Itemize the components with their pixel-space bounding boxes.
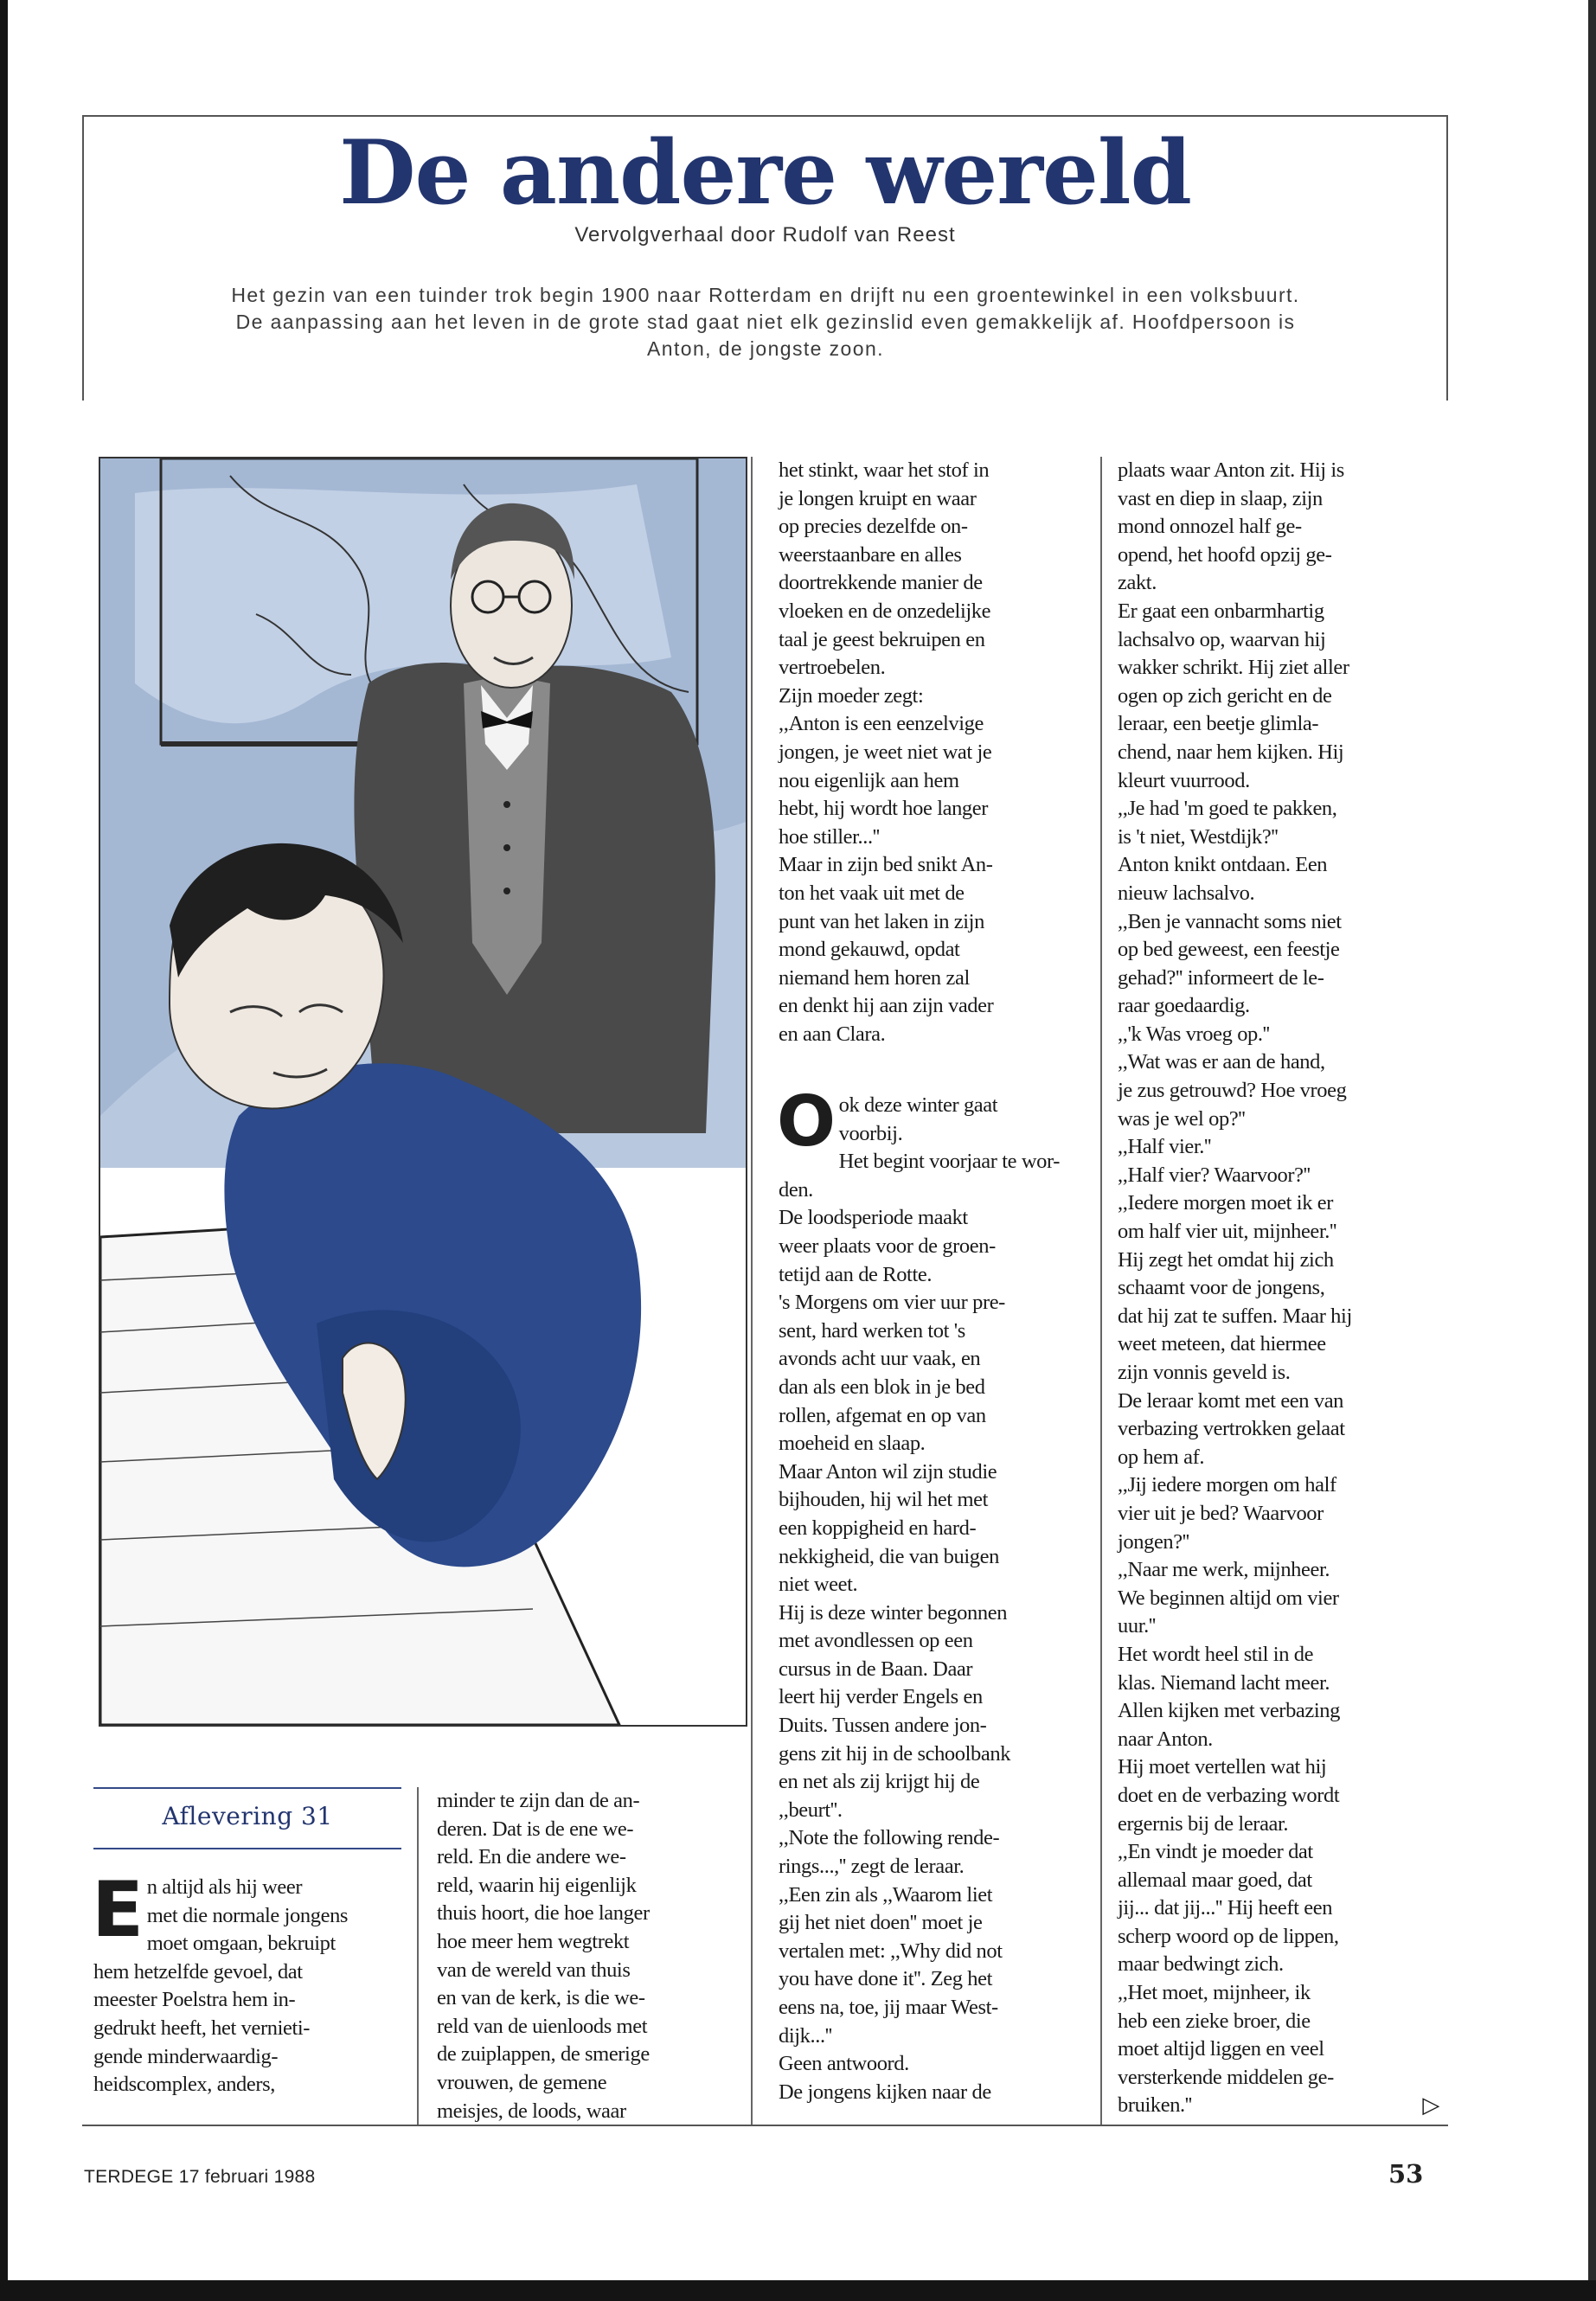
text-line: We beginnen altijd om vier [1118, 1586, 1339, 1610]
text-line: om half vier uit, mijnheer.'' [1118, 1220, 1337, 1244]
text-line: doortrekkende manier de [779, 571, 983, 595]
text-line: versterkende middelen ge- [1118, 2065, 1334, 2089]
text-line: was je wel op?'' [1118, 1106, 1246, 1131]
text-line: wakker schrikt. Hij ziet aller [1118, 656, 1349, 680]
text-line: Er gaat een onbarmhartig [1118, 599, 1324, 623]
scan-edge-right [1588, 0, 1596, 2301]
text-line: tetijd aan de Rotte. [779, 1262, 933, 1286]
text-line: hebt, hij wordt hoe langer [779, 797, 989, 821]
text-line: sent, hard werken tot 's [779, 1318, 965, 1343]
text-line: moet omgaan, bekruipt [146, 1932, 336, 1956]
text-line: weer plaats voor de groen- [779, 1234, 996, 1258]
text-line: voorbij. [838, 1121, 903, 1145]
episode-rule-top [93, 1787, 401, 1789]
text-line: hem hetzelfde gevoel, dat [93, 1959, 303, 1984]
column-rule-1 [417, 1787, 419, 2125]
text-line: den. [779, 1177, 813, 1202]
text-line: ,,En vindt je moeder dat [1118, 1840, 1313, 1864]
text-line: hoe meer hem wegtrekt [437, 1929, 630, 1953]
drop-cap-e: E [92, 1865, 144, 1954]
text-line: zijn vonnis geveld is. [1118, 1361, 1291, 1384]
text-line: en aan Clara. [779, 1022, 886, 1046]
text-line: ,,Je had 'm goed te pakken, [1118, 797, 1337, 821]
text-line: heb een zieke broer, die [1118, 2009, 1311, 2033]
text-line: klas. Niemand lacht meer. [1118, 1670, 1330, 1695]
text-line: weerstaanbare en alles [779, 542, 962, 567]
text-line: taal je geest bekruipen en [779, 627, 985, 651]
episode-label: Aflevering 31 [162, 1802, 333, 1830]
text-line: chend, naar hem kijken. Hij [1118, 740, 1344, 764]
text-line: gij het niet doen'' moet je [779, 1911, 983, 1935]
text-line: 's Morgens om vier uur pre- [779, 1291, 1005, 1315]
text-line: hoe stiller...'' [779, 824, 880, 849]
article-byline: Vervolgverhaal door Rudolf van Reest [574, 223, 956, 247]
text-line: punt van het laken in zijn [779, 909, 984, 933]
scan-edge-bottom [0, 2280, 1596, 2301]
text-line: allemaal maar goed, dat [1118, 1868, 1312, 1892]
text-line: van de wereld van thuis [437, 1958, 631, 1982]
text-column-1 [92, 1865, 401, 2099]
text-line: en denkt hij aan zijn vader [779, 994, 994, 1018]
text-line: gende minderwaardig- [93, 2044, 279, 2068]
text-line: het stinkt, waar het stof in [779, 458, 990, 482]
text-line: moet altijd liggen en veel [1118, 2037, 1324, 2061]
text-line: Allen kijken met verbazing [1118, 1699, 1340, 1723]
text-line: bruiken.'' ▷ [1118, 2093, 1439, 2119]
text-line: ,,Wat was er aan de hand, [1118, 1050, 1325, 1074]
text-line: meisjes, de loods, waar [437, 2099, 626, 2123]
text-line: nekkigheid, die van buigen [779, 1544, 999, 1568]
text-line: doet en de verbazing wordt [1118, 1783, 1340, 1807]
text-line: en net als zij krijgt hij de [779, 1770, 980, 1794]
text-line: opend, het hoofd opzij ge- [1118, 542, 1332, 567]
text-line: vertroebelen. [779, 656, 886, 680]
article-title: De andere wereld [339, 121, 1191, 225]
text-line: ,,Jij iedere morgen om half [1118, 1473, 1336, 1497]
text-line: rings...,'' zegt de leraar. [779, 1855, 965, 1879]
text-line: gehad?'' informeert de le- [1118, 965, 1324, 990]
text-line: scherp woord op de lippen, [1118, 1924, 1339, 1948]
text-line: op precies dezelfde on- [779, 515, 968, 539]
text-line: dijk...'' [779, 2023, 832, 2048]
text-line: Zijn moeder zegt: [779, 683, 924, 708]
drop-cap-o: O [777, 1081, 836, 1162]
text-line: deren. Dat is de ene we- [437, 1817, 634, 1841]
column-rule-2 [751, 457, 753, 2125]
text-line: zakt. [1118, 571, 1157, 595]
text-line: heidscomplex, anders, [93, 2073, 275, 2097]
text-line: ,,Het moet, mijnheer, ik [1118, 1981, 1311, 2005]
text-line: je zus getrouwd? Hoe vroeg [1118, 1079, 1347, 1103]
text-line: dan als een blok in je bed [779, 1375, 985, 1399]
text-line: ogen op zich gericht en de [1118, 683, 1332, 708]
text-line: ,,Een zin als ,,Waarom liet [779, 1882, 993, 1907]
text-line: Maar in zijn bed snikt An- [779, 853, 993, 877]
text-line: Hij zegt het omdat hij zich [1118, 1247, 1334, 1272]
text-line: Hij is deze winter begonnen [779, 1600, 1008, 1625]
text-line: leraar, een beetje glimla- [1118, 712, 1319, 736]
text-line: thuis hoort, die hoe langer [437, 1901, 650, 1926]
text-line: leert hij verder Engels en [779, 1685, 983, 1709]
text-line: Anton knikt ontdaan. Een [1118, 853, 1328, 877]
text-line: Geen antwoord. [779, 2052, 909, 2076]
text-column-3-bottom [777, 1081, 1103, 2106]
text-line: vrouwen, de gemene [437, 2070, 607, 2094]
text-line: Maar Anton wil zijn studie [779, 1459, 997, 1484]
text-line: een koppigheid en hard- [779, 1516, 977, 1540]
text-line: met avondlessen op een [779, 1629, 973, 1653]
text-line: you have done it''. Zeg het [779, 1967, 993, 1991]
text-line: ok deze winter gaat [838, 1093, 998, 1117]
text-line: vertalen met: ,,Why did not [779, 1939, 1003, 1963]
text-line: ,,Naar me werk, mijnheer. [1118, 1558, 1330, 1582]
text-line: De leraar komt met een van [1118, 1388, 1344, 1413]
text-line: ,,beurt''. [779, 1798, 843, 1822]
text-line: ,,Note the following rende- [779, 1826, 1000, 1850]
footer-magazine: TERDEGE [84, 2167, 174, 2187]
text-line: ,,Iedere morgen moet ik er [1118, 1191, 1334, 1215]
text-line: en van de kerk, is die we- [437, 1986, 645, 2010]
text-line: plaats waar Anton zit. Hij is [1118, 458, 1344, 482]
text-line: nou eigenlijk aan hem [779, 768, 959, 792]
text-line: n altijd als hij weer [146, 1875, 303, 1899]
scan-edge-left [0, 0, 8, 2301]
text-line: cursus in de Baan. Daar [779, 1657, 973, 1681]
text-line: op bed geweest, een feestje [1118, 938, 1340, 962]
text-line: mond onnozel half ge- [1118, 515, 1302, 539]
text-line: gedrukt heeft, het vernieti- [93, 2016, 311, 2040]
text-line: niemand hem horen zal [779, 965, 970, 990]
text-line: ton het vaak uit met de [779, 881, 965, 905]
text-line: dat hij zat te suffen. Maar hij [1118, 1304, 1352, 1328]
text-line: ,,Ben je vannacht soms niet [1118, 909, 1342, 933]
text-line: ergernis bij de leraar. [1118, 1811, 1289, 1836]
text-line: De loodsperiode maakt [779, 1206, 968, 1230]
text-line: naar Anton. [1118, 1727, 1213, 1751]
text-line: reld. En die andere we- [437, 1845, 626, 1869]
episode-rule-bottom [93, 1848, 401, 1849]
text-line: Het wordt heel stil in de [1118, 1642, 1314, 1666]
text-line: reld van de uienloods met [437, 2014, 648, 2038]
text-line: ,,Anton is een eenzelvige [779, 712, 984, 736]
text-line: is 't niet, Westdijk?'' [1118, 824, 1279, 849]
text-line: maar bedwingt zich. [1118, 1952, 1284, 1977]
text-line: de zuiplappen, de smerige [437, 2042, 650, 2067]
text-line: moeheid en slaap. [779, 1432, 926, 1456]
text-line: jongen, je weet niet wat je [779, 740, 992, 764]
text-line: ,,'k Was vroeg op.'' [1118, 1022, 1270, 1046]
text-line: bijhouden, hij wil het met [779, 1488, 989, 1512]
text-line: eens na, toe, jij maar West- [779, 1996, 998, 2019]
text-line: reld, waarin hij eigenlijk [437, 1873, 637, 1897]
classroom-illustration-icon [100, 458, 746, 1725]
text-line: vier uit je bed? Waarvoor [1118, 1501, 1324, 1525]
text-line: minder te zijn dan de an- [437, 1789, 640, 1812]
text-line: verbazing vertrokken gelaat [1118, 1417, 1345, 1441]
text-line: avonds acht uur vaak, en [779, 1347, 981, 1371]
continue-arrow-icon: ▷ [1422, 2093, 1439, 2119]
text-column-2 [437, 1787, 740, 2125]
text-line: mond gekauwd, opdat [779, 938, 960, 962]
text-line: ,,Half vier? Waarvoor?'' [1118, 1163, 1311, 1187]
footer-publication [84, 2167, 316, 2188]
text-line: rollen, afgemat en op van [779, 1403, 986, 1427]
text-line: jongen?'' [1118, 1529, 1189, 1554]
column-rule-3 [1100, 457, 1102, 2125]
text-line: niet weet. [779, 1573, 858, 1597]
footer-date: 17 februari 1988 [178, 2167, 316, 2187]
text-line: Hij moet vertellen wat hij [1118, 1755, 1327, 1779]
text-line: ,,Half vier.'' [1118, 1135, 1211, 1159]
text-line: vast en diep in slaap, zijn [1118, 486, 1323, 510]
page-number: 53 [1388, 2159, 1424, 2189]
article-frame-bottom [82, 2125, 1448, 2126]
classroom-illustration [99, 457, 747, 1727]
text-line: kleurt vuurrood. [1118, 768, 1250, 792]
text-line: De jongens kijken naar de [779, 2080, 991, 2104]
text-line: uur.'' [1118, 1614, 1156, 1638]
text-line: Duits. Tussen andere jon- [779, 1714, 987, 1738]
text-line: schaamt voor de jongens, [1118, 1276, 1325, 1300]
text-line: weet meteen, dat hiermee [1118, 1332, 1326, 1356]
article-intro: Het gezin van een tuinder trok begin 1900 naar Rotterdam en drijft nu een groentewinkel in een volksbuurt. De aanpassing aan het leven in de grote stad gaat niet elk gezinslid even gemakkelijk af. Hoofdpersoon is Anton, de jongste zoon. [231, 284, 1300, 360]
text-column-3-top [779, 457, 1103, 1048]
text-line: nieuw lachsalvo. [1118, 881, 1255, 905]
text-line: Het begint voorjaar te wor- [838, 1150, 1060, 1174]
text-column-4 [1118, 457, 1439, 2120]
text-line: vloeken en de onzedelijke [779, 599, 991, 623]
text-line: je longen kruipt en waar [779, 486, 977, 510]
text-line: meester Poelstra hem in- [93, 1988, 296, 2012]
text-line: gens zit hij in de schoolbank [779, 1741, 1011, 1766]
text-line: raar goedaardig. [1118, 994, 1250, 1018]
text-line: met die normale jongens [146, 1903, 349, 1927]
text-line: lachsalvo op, waarvan hij [1118, 627, 1326, 651]
text-line: jij... dat jij...'' Hij heeft een [1118, 1896, 1333, 1920]
text-line: op hem af. [1118, 1445, 1205, 1469]
